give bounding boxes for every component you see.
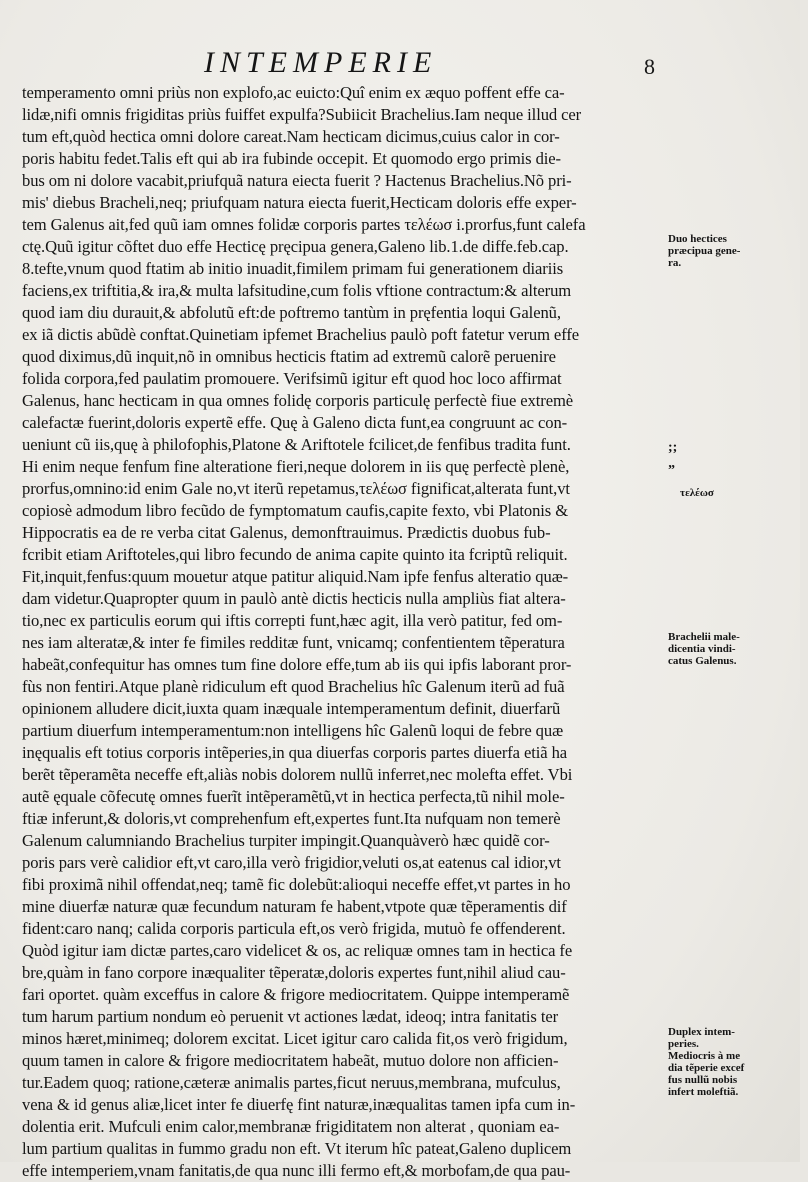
body-line: calefactæ fuerint,doloris expertẽ effe. Quę à Galeno dicta funt,ea congruunt ac con- <box>22 413 568 432</box>
marginal-note-line: dicentia vindi- <box>668 643 736 655</box>
body-line: Galenus, hanc hecticam in qua omnes folidę corporis particulę perfectè fiue extremè <box>22 391 574 410</box>
body-line: tio,nec ex particulis eorum qui iftis correpti funt,hæc agit, illa verò patitur, fed om- <box>22 611 563 630</box>
quote-mark: ;; <box>668 440 678 455</box>
body-line: mis' diebus Bracheli,neq; priufquam natura eiecta fuerit,Hecticam doloris effe exper- <box>22 193 577 212</box>
body-line: fùs non fentiri.Atque planè ridiculum eft quod Brachelius hîc Galenum iterũ ad fuã <box>22 677 565 696</box>
marginal-note-line: catus Galenus. <box>668 655 737 667</box>
body-line: copiosè admodum libro fecũdo de fymptomatum caufis,capite fexto, vbi Platonis & <box>22 501 569 520</box>
body-line: Fit,inquit,fenfus:quum mouetur atque patitur aliquid.Nam ipfe fenfus alteratio quæ- <box>22 567 569 586</box>
marginal-note-line: fus nullũ nobis <box>668 1074 738 1086</box>
bleed-through-text <box>672 212 675 223</box>
running-head-title: INTEMPERIE <box>204 46 438 79</box>
body-line: poris pars verè calidior eft,vt caro,illa verò frigidior,veluti os,at eatenus cal idior,vt <box>22 853 561 872</box>
body-line: poris habitu fedet.Talis eft qui ab ira fubinde occepit. Et quomodo ergo primis die- <box>22 149 561 168</box>
body-line: Hi enim neque fenfum fine alteratione fieri,neque dolorem in iis quę perfectè plenè, <box>22 457 570 476</box>
body-text <box>22 82 672 1182</box>
body-line: inęqualis eft totius corporis intẽperies,in qua diuerfas corporis partes diuerfa etiã ha <box>22 743 568 762</box>
marginal-note-line: peries. <box>668 1038 699 1050</box>
body-line: ftiæ inferunt,& doloris,vt comprehenfum eft,expertes funt.Ita nufquam non temerè <box>22 809 561 828</box>
body-line: quod iam diu durauit,& abfolutũ eft:de poftremo tantùm in pręfentia loqui Galenũ, <box>22 303 561 322</box>
body-line: folida corpora,fed paulatim promouere. Verifsimũ igitur eft quod hoc loco affirmat <box>22 369 562 388</box>
body-line: mine diuerfæ naturæ quæ fecundum naturam fe habent,vtpote quæ tẽperamentis dif <box>22 897 567 916</box>
body-line: tum eft,quòd hectica omni dolore careat.Nam hecticam dicimus,cuius calor in cor- <box>22 127 560 146</box>
body-line: berẽt tẽperamẽta neceffe eft,aliàs nobis dolorem nullũ inferret,nec molefta effet. Vbi <box>22 765 573 784</box>
body-line: dam videtur.Quapropter quum in paulò antè dictis hecticis nulla ampliùs fiat altera- <box>22 589 566 608</box>
body-line: bus om ni dolore vacabit,priufquã natura eiecta fuerit ? Hactenus Brachelius.Nõ pri- <box>22 171 572 190</box>
marginal-note-duo-hectices <box>668 233 796 269</box>
body-line: lum partium qualitas in fummo gradu non eft. Vt iterum hîc pateat,Galeno duplicem <box>22 1139 572 1158</box>
body-line: quum tamen in calore & frigore mediocritatem habeãt, mutuo dolore non afficien- <box>22 1051 559 1070</box>
marginal-note-line: Mediocris à me <box>668 1050 741 1062</box>
marginal-note-line: ra. <box>668 257 682 269</box>
marginal-note-line: Duo hectices <box>668 233 727 245</box>
marginal-note-duplex-intemperies <box>668 1026 796 1098</box>
body-line: tum harum partium nondum eò peruenit vt actiones lædat, ideoq; intra fanitatis ter <box>22 1007 559 1026</box>
body-line: prorfus,omnino:id enim Gale no,vt iterũ repetamus,τελέωσ fignificat,alterata funt,vt <box>22 479 570 498</box>
body-line: quod diximus,dũ inquit,nõ in omnibus hecticis ftatim ad extremũ calorẽ peruenire <box>22 347 556 366</box>
body-line: fident:caro nanq; calida corporis particula eft,os verò frigida, mutuò fe offenderent. <box>22 919 566 938</box>
page-number: 8 <box>644 54 655 79</box>
marginal-note-line: infert moleftiã. <box>668 1086 739 1098</box>
marginal-note-greek-term <box>680 487 808 499</box>
body-line: Quòd igitur iam dictæ partes,caro videlicet & os, ac reliquæ omnes tam in hectica fe <box>22 941 573 960</box>
body-line: fari oportet. quàm exceffus in calore & frigore mediocritatem. Quippe intemperamẽ <box>22 985 570 1004</box>
body-line: ctę.Quũ igitur cõftet duo effe Hecticę pręcipua genera,Galeno lib.1.de diffe.feb.cap. <box>22 237 569 256</box>
body-line: habeãt,confequitur has omnes tum fine dolore effe,tum ab iis qui ipfis laborant pror- <box>22 655 572 674</box>
marginal-note-line: dia tẽperie excef <box>668 1062 745 1074</box>
body-line: fcribit etiam Ariftoteles,qui libro fecundo de anima capite quinto ita fcriptũ reliquit. <box>22 545 568 564</box>
body-line: minos hæret,minimeq; dolorem excitat. Licet igitur caro calida fit,os verò frigidum, <box>22 1029 568 1048</box>
body-line: lidæ,nifi omnis frigiditas priùs fuiffet expulfa?Subiicit Brachelius.Iam neque illud cer <box>22 105 582 124</box>
marginal-note-line: præcipua gene- <box>668 245 741 257</box>
body-line: partium diuerfum intemperamentum:non intelligens hîc Galenũ loqui de febre quæ <box>22 721 564 740</box>
body-line: temperamento omni priùs non explofo,ac euicto:Quî enim ex æquo poffent effe ca- <box>22 83 565 102</box>
body-line: autẽ ęquale cõfecutę omnes fuerĩt intẽperamẽtũ,vt in hectica perfecta,tũ nihil mole- <box>22 787 565 806</box>
body-line: Galenum calumniando Brachelius turpiter impingit.Quanquàverò hæc quidẽ cor- <box>22 831 550 850</box>
body-line: fibi proximã nihil offendat,neq; tamẽ fic dolebũt:alioqui neceffe effet,vt partes in ho <box>22 875 571 894</box>
body-line: tur.Eadem quoq; ratione,cæteræ animalis partes,ficut neruus,membrana, mufculus, <box>22 1073 561 1092</box>
body-line: vena & id genus aliæ,licet inter fe diuerfę fint naturæ,inæqualitas tamen ipfa cum in- <box>22 1095 576 1114</box>
body-line: faciens,ex triftitia,& ira,& multa lafsitudine,cum folis vftione contractum:& alterum <box>22 281 572 300</box>
body-line: opinionem alludere dicit,iuxta quam inæquale intemperamentum definit, diuerfarũ <box>22 699 561 718</box>
body-line: ex iã dictis abũdè conftat.Quinetiam ipfemet Brachelius paulò poft fatetur verum effe <box>22 325 580 344</box>
marginal-note-brachelii <box>668 631 796 667</box>
body-line: nes iam alteratæ,& inter fe fimiles redditæ funt, vnicamq; confentientem tẽperatura <box>22 633 565 652</box>
marginal-note-line: Duplex intem- <box>668 1026 735 1038</box>
marginal-note-line: Brachelii male- <box>668 631 740 643</box>
body-line: bre,quàm in fano corpore inæqualiter tẽperatæ,doloris expertes funt,nihil aliud cau- <box>22 963 566 982</box>
marginal-note-line: τελέωσ <box>680 487 714 499</box>
body-line: effe intemperiem,vnam fanitatis,de qua nunc illi fermo eft,& morbofam,de qua pau- <box>22 1161 571 1180</box>
body-line: 8.tefte,vnum quod ftatim ab initio inuadit,fimilem primam fui generationem diariis <box>22 259 564 278</box>
body-line: dolentia erit. Mufculi enim calor,membranæ frigiditatem non alterat , quoniam ea- <box>22 1117 560 1136</box>
quote-mark: ” <box>668 463 675 478</box>
body-line: ueniunt cũ iis,quę à philofophis,Platone & Ariftotele fcilicet,de fenfibus tradita funt. <box>22 435 571 454</box>
body-line: Hippocratis ea de re verba citat Galenus, demonftrauimus. Prædictis duobus fub- <box>22 523 551 542</box>
body-line: tem Galenus ait,fed quũ iam omnes folidæ corporis partes τελέωσ i.prorfus,funt calefa <box>22 215 586 234</box>
